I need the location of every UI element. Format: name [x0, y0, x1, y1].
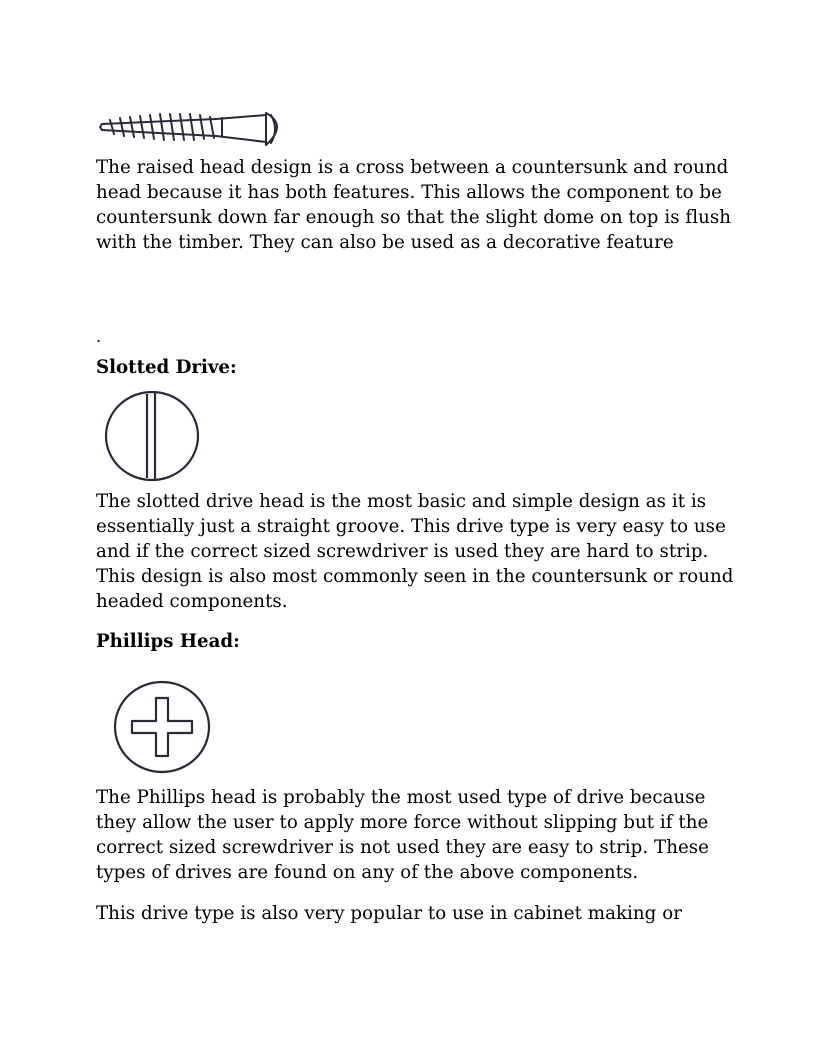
slotted-drive-icon: [100, 388, 204, 488]
phillips-drive-icon: [110, 678, 214, 778]
slotted-drive-heading: Slotted Drive:: [96, 357, 237, 378]
stray-period: .: [96, 327, 102, 346]
phillips-head-heading: Phillips Head:: [96, 631, 240, 652]
phillips-head-paragraph: The Phillips head is probably the most used type of drive because they allow the user to apply more force without slipping but if the correct sized screwdriver is not used they are easy to strip. These types of drives are found on any of the above components.: [96, 787, 709, 883]
raised-head-screw-icon: [96, 103, 286, 153]
phillips-head-paragraph-continued: This drive type is also very popular to use in cabinet making or: [96, 903, 682, 924]
slotted-drive-paragraph: The slotted drive head is the most basic and simple design as it is essentially just a straight groove. This drive type is very easy to use and if the correct sized screwdriver is used they are hard to strip. This design is also most commonly seen in the countersunk or round headed components.: [96, 491, 734, 612]
raised-head-paragraph: The raised head design is a cross between a countersunk and round head because it has both features. This allows the component to be countersunk down far enough so that the slight dome on top is flush with the timber. They can also be used as a decorative feature: [96, 157, 731, 253]
